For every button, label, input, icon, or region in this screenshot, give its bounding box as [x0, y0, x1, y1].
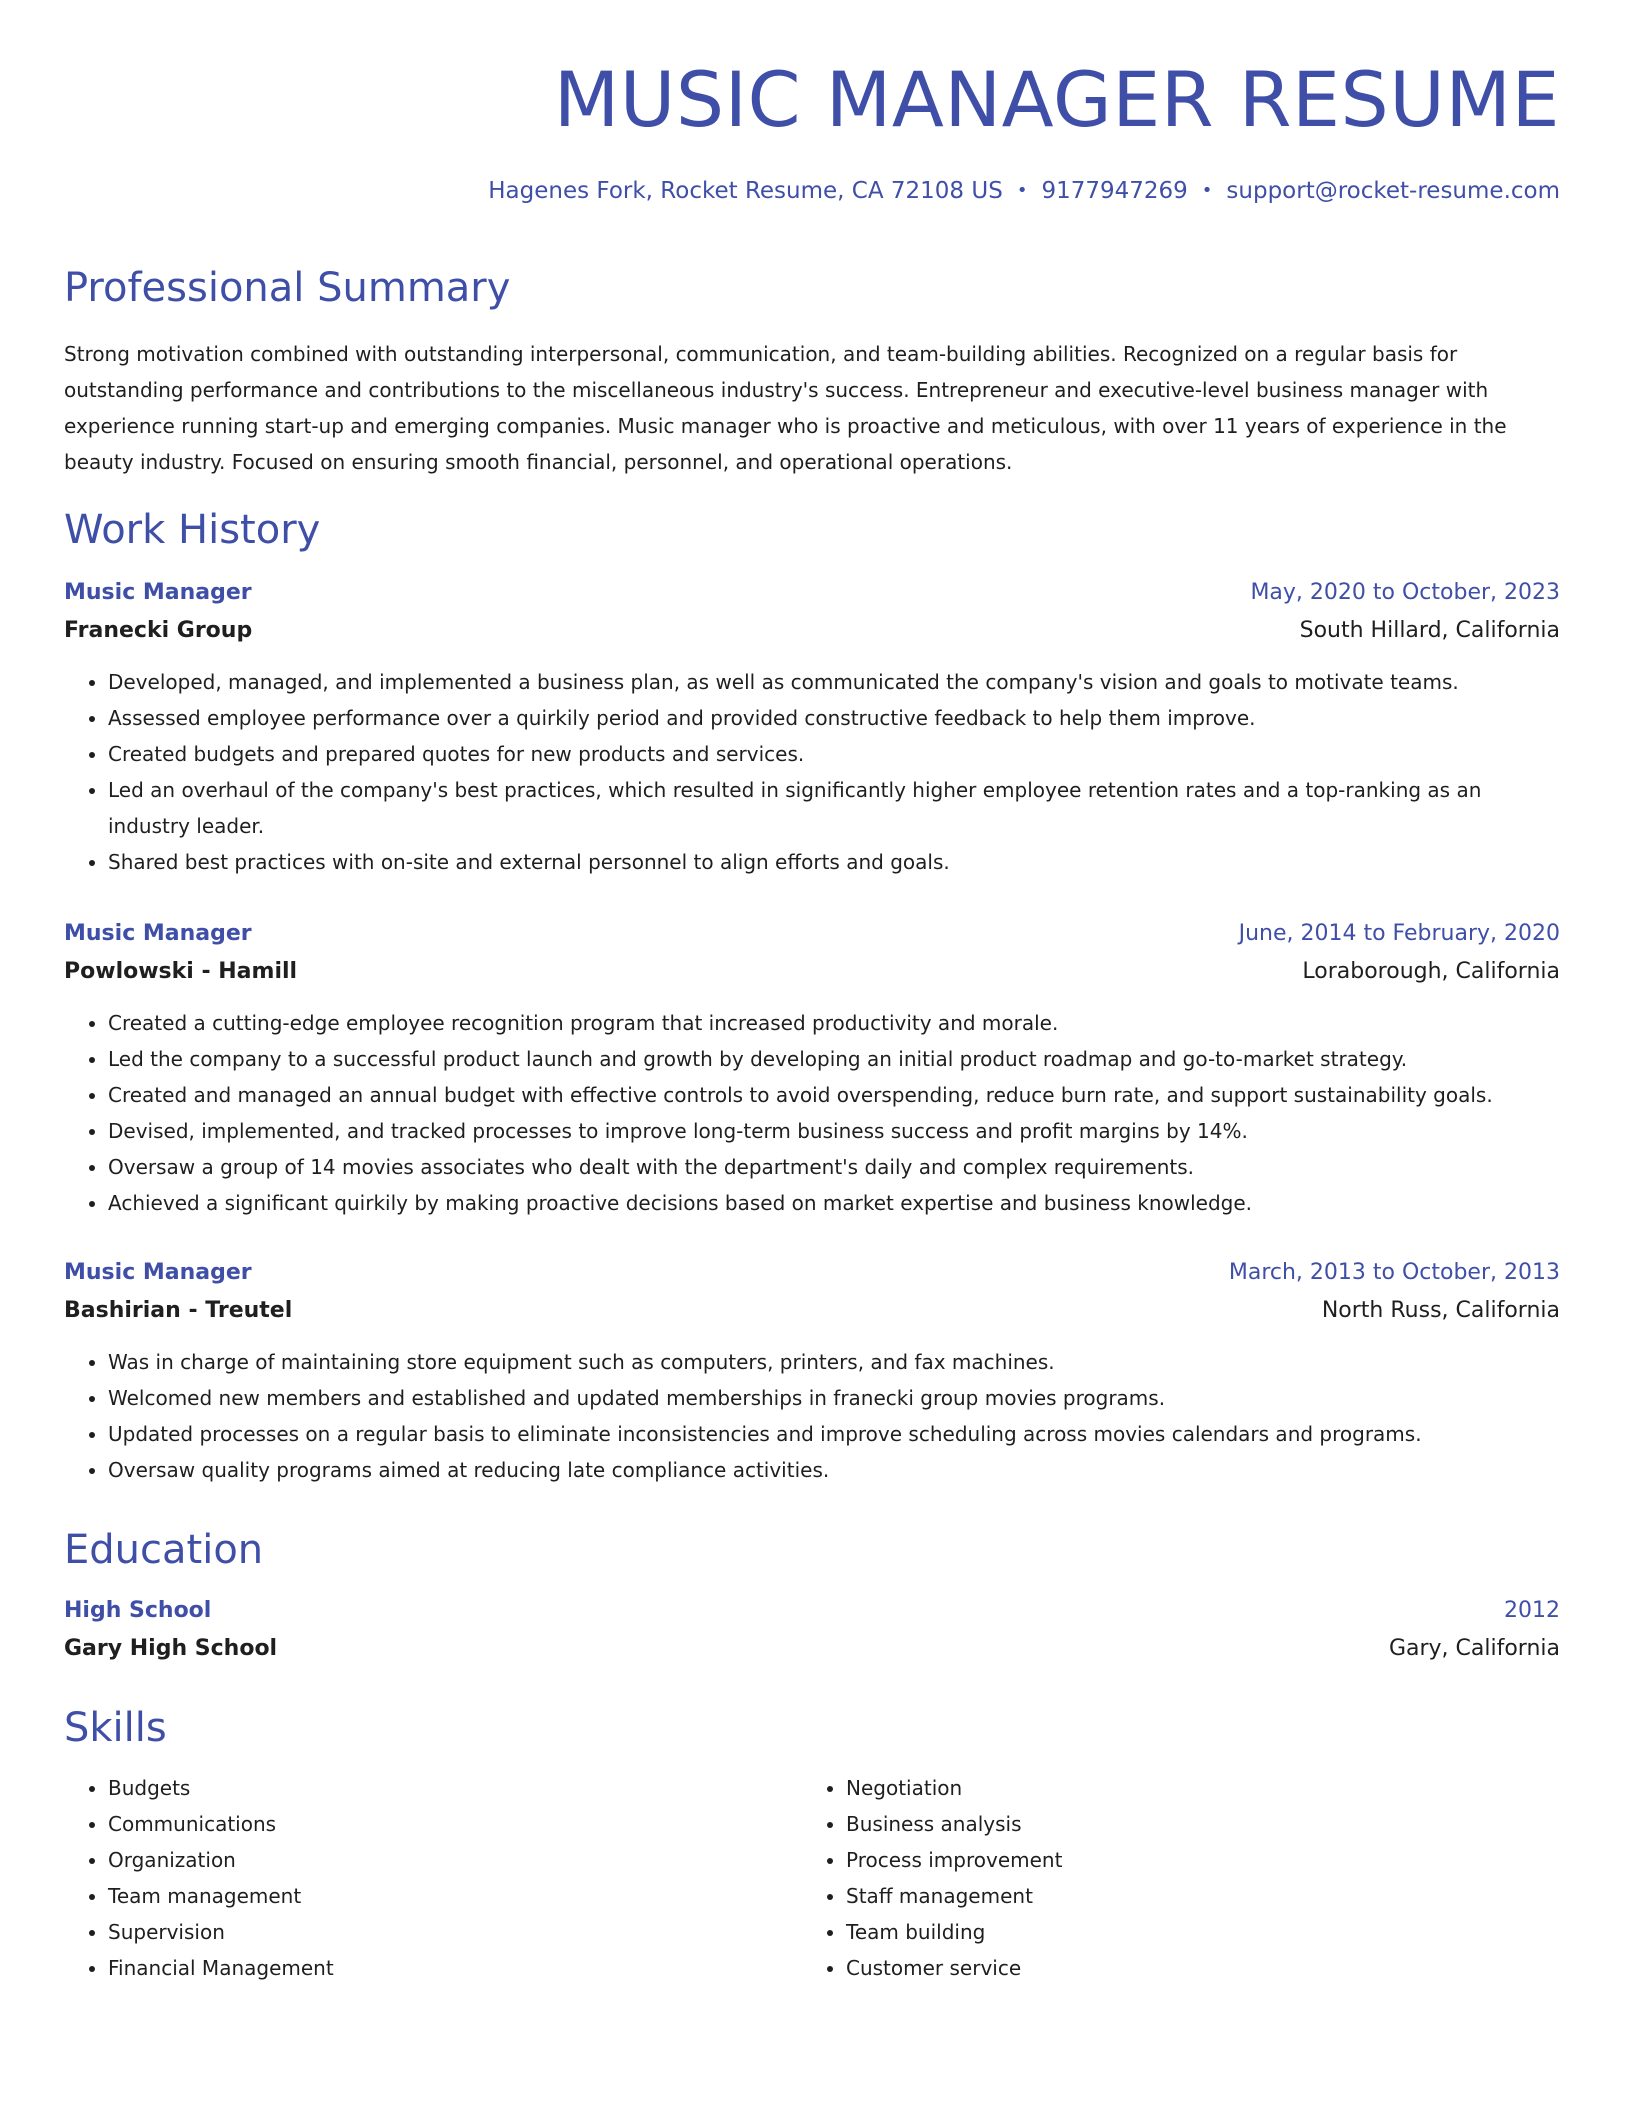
job-bullet: • Assessed employee performance over a quirkily period and provided constructive feedback to help them improve. [108, 700, 1560, 736]
job-bullet: • Created and managed an annual budget with effective controls to avoid overspending, reduce burn rate, and support sustainability goals. [108, 1077, 1560, 1113]
skills-list-left [64, 1770, 802, 1986]
contact-email[interactable]: support@rocket-resume.com [1226, 178, 1560, 204]
job-entry [64, 915, 1560, 1221]
job-title: Music Manager [64, 921, 252, 946]
skill-item: • Budgets [108, 1770, 802, 1806]
job-bullet: • Created a cutting-edge employee recognition program that increased productivity and morale. [108, 1005, 1560, 1041]
job-bullet: • Welcomed new members and established and updated memberships in franecki group movies programs. [108, 1380, 1560, 1416]
skill-item: • Team management [108, 1878, 802, 1914]
job-company: Bashirian - Treutel [64, 1298, 293, 1323]
skill-item: • Financial Management [108, 1950, 802, 1986]
education-entry [64, 1592, 1560, 1668]
job-entry [64, 574, 1560, 880]
job-company: Franecki Group [64, 618, 253, 643]
job-bullet: • Shared best practices with on-site and external personnel to align efforts and goals. [108, 844, 1560, 880]
contact-address: Hagenes Fork, Rocket Resume, CA 72108 US [488, 178, 1003, 204]
job-bullet: • Led an overhaul of the company's best practices, which resulted in significantly higher employee retention rates and a top-ranking as an industry leader. [108, 772, 1560, 844]
job-bullet: • Achieved a significant quirkily by making proactive decisions based on market expertise and business knowledge. [108, 1185, 1560, 1221]
job-bullet: • Developed, managed, and implemented a business plan, as well as communicated the company's vision and goals to motivate teams. [108, 664, 1560, 700]
job-bullet: • Created budgets and prepared quotes for new products and services. [108, 736, 1560, 772]
job-entry [64, 1254, 1560, 1488]
summary-text: Strong motivation combined with outstanding interpersonal, communication, and team-building abilities. Recognized on a regular basis for outstanding performance and contributions to the miscellaneous industry's success. Entrepreneur and executive-level business manager with experience running start-up and emerging companies. Music manager who is proactive and meticulous, with over 11 years of experience in the beauty industry. Focused on ensuring smooth financial, personnel, and operational operations. [64, 342, 1507, 474]
skill-item: • Organization [108, 1842, 802, 1878]
education-section [64, 1527, 1560, 1668]
summary-title: Professional Summary [64, 265, 511, 311]
skill-item: • Communications [108, 1806, 802, 1842]
job-bullet: • Updated processes on a regular basis to eliminate inconsistencies and improve scheduling across movies calendars and programs. [108, 1416, 1560, 1452]
skills-list-right [802, 1770, 1540, 1986]
contact-separator: • [1016, 180, 1028, 201]
work-history-section [64, 507, 1560, 1482]
job-dates: May, 2020 to October, 2023 [1250, 580, 1560, 605]
job-location: Loraborough, California [1302, 959, 1560, 984]
job-bullet: • Devised, implemented, and tracked processes to improve long-term business success and profit margins by 14%. [108, 1113, 1560, 1149]
job-title: Music Manager [64, 580, 252, 605]
job-location: North Russ, California [1321, 1298, 1560, 1323]
resume-header [64, 55, 1560, 204]
skill-item: • Business analysis [846, 1806, 1540, 1842]
job-company: Powlowski - Hamill [64, 959, 298, 984]
resume-name: MUSIC MANAGER RESUME [553, 55, 1560, 144]
job-bullet: • Led the company to a successful product launch and growth by developing an initial product roadmap and go-to-market strategy. [108, 1041, 1560, 1077]
job-bullets [64, 1344, 1560, 1488]
education-title: Education [64, 1527, 264, 1573]
job-bullet: • Oversaw quality programs aimed at reducing late compliance activities. [108, 1452, 1560, 1488]
job-bullet: • Oversaw a group of 14 movies associates who dealt with the department's daily and complex requirements. [108, 1149, 1560, 1185]
work-history-title: Work History [64, 507, 321, 553]
skill-item: • Process improvement [846, 1842, 1540, 1878]
skill-item: • Supervision [108, 1914, 802, 1950]
summary-section [64, 265, 1560, 480]
job-dates: June, 2014 to February, 2020 [1238, 921, 1560, 946]
education-school: Gary High School [64, 1636, 278, 1661]
contact-phone[interactable]: 9177947269 [1041, 178, 1188, 204]
skill-item: • Negotiation [846, 1770, 1540, 1806]
education-degree: High School [64, 1598, 212, 1623]
resume-page [64, 0, 1560, 1980]
job-location: South Hillard, California [1299, 618, 1560, 643]
job-dates: March, 2013 to October, 2013 [1228, 1260, 1560, 1285]
contact-separator: • [1201, 180, 1213, 201]
job-bullet: • Was in charge of maintaining store equipment such as computers, printers, and fax machines. [108, 1344, 1560, 1380]
contact-line [64, 178, 1560, 204]
job-bullets [64, 1005, 1560, 1221]
job-bullets [64, 664, 1560, 880]
job-title: Music Manager [64, 1260, 252, 1285]
skill-item: • Customer service [846, 1950, 1540, 1986]
skills-section [64, 1705, 1560, 1986]
skills-title: Skills [64, 1705, 167, 1751]
skill-item: • Team building [846, 1914, 1540, 1950]
skills-columns [64, 1770, 1560, 1986]
skill-item: • Staff management [846, 1878, 1540, 1914]
education-year: 2012 [1504, 1598, 1560, 1623]
education-location: Gary, California [1388, 1636, 1560, 1661]
